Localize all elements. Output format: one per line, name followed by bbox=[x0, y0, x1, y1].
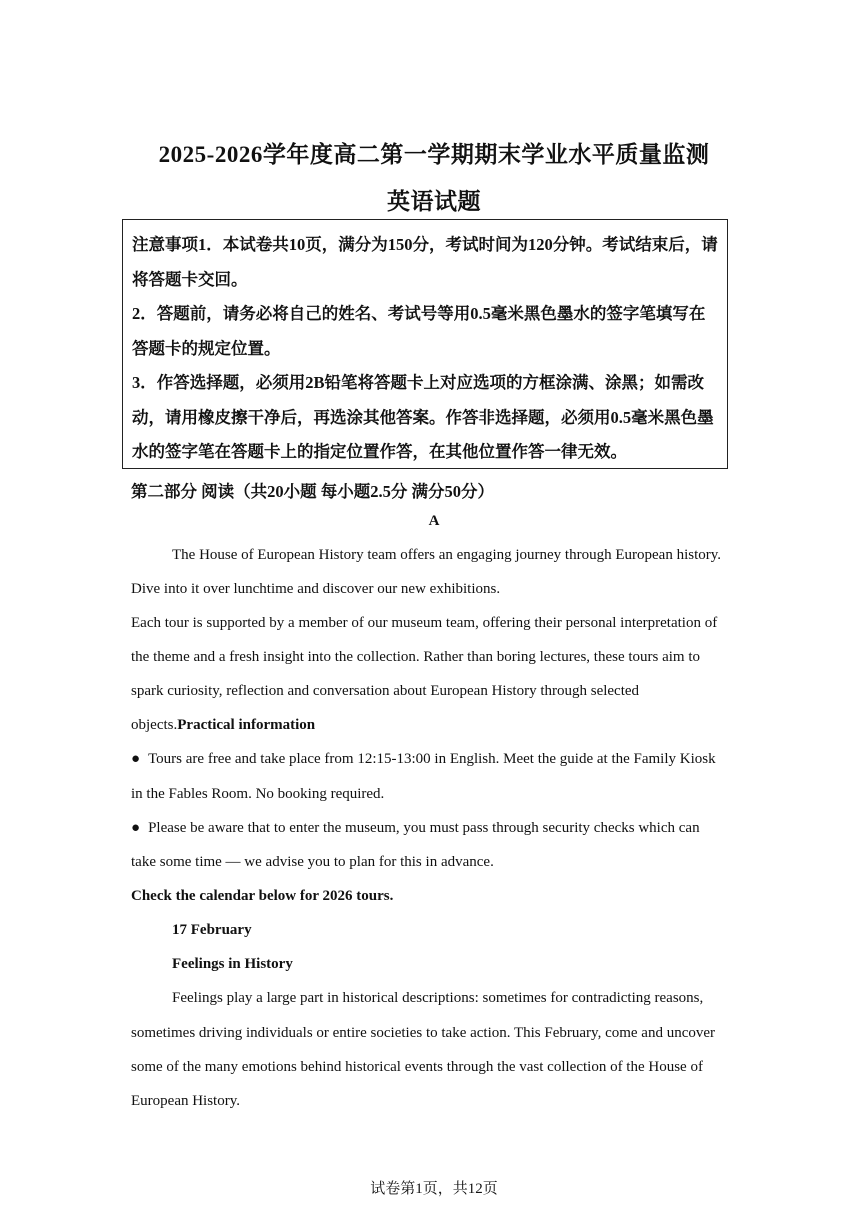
bullet-continuation: in the Fables Room. No booking required. bbox=[131, 786, 385, 802]
passage-line: Dive into it over lunchtime and discover our new exhibitions. bbox=[131, 581, 501, 597]
exam-subtitle: 英语试题 bbox=[387, 189, 481, 214]
instructions-box bbox=[122, 219, 728, 469]
tour-line: Feelings play a large part in historical descriptions: sometimes for contradicting reasons, bbox=[172, 990, 704, 1006]
passage-line: Each tour is supported by a member of our museum team, offering their personal interpretation of bbox=[131, 615, 718, 631]
tour-line: European History. bbox=[131, 1093, 240, 1109]
bullet-icon: ● bbox=[131, 820, 141, 836]
bullet-icon: ● bbox=[131, 751, 141, 767]
passage-line: the theme and a fresh insight into the collection. Rather than boring lectures, these tours aim to bbox=[131, 649, 701, 665]
bullet-continuation: take some time — we advise you to plan for this in advance. bbox=[131, 854, 494, 870]
calendar-note: Check the calendar below for 2026 tours. bbox=[131, 888, 394, 904]
passage-letter: A bbox=[428, 513, 440, 529]
passage-line: The House of European History team offers an engaging journey through European history. bbox=[172, 547, 722, 563]
tour-date: 17 February bbox=[172, 922, 252, 938]
tour-line: some of the many emotions behind historical events through the vast collection of the House of bbox=[131, 1059, 703, 1075]
bullet-item bbox=[131, 751, 716, 768]
instruction-item-1: 注意事项1．本试卷共10页，满分为150分，考试时间为120分钟。考试结束后，请将答题卡交回。 bbox=[132, 235, 718, 289]
passage-line bbox=[131, 717, 315, 734]
passage-line-end: objects. bbox=[131, 717, 178, 733]
bullet-text: Tours are free and take place from 12:15-13:00 in English. Meet the guide at the Family Kiosk bbox=[148, 751, 716, 767]
exam-title: 2025-2026学年度高二第一学期期末学业水平质量监测 bbox=[158, 142, 710, 167]
tour-line: sometimes driving individuals or entire societies to take action. This February, come and uncover bbox=[131, 1025, 716, 1041]
page-footer: 试卷第1页，共12页 bbox=[370, 1181, 498, 1197]
practical-info-heading: Practical information bbox=[177, 717, 316, 733]
tour-title: Feelings in History bbox=[172, 956, 293, 972]
instruction-item-2: 2．答题前，请务必将自己的姓名、考试号等用0.5毫米黑色墨水的签字笔填写在答题卡的规定位置。 bbox=[132, 304, 706, 358]
section-heading: 第二部分 阅读（共20小题 每小题2.5分 满分50分） bbox=[131, 482, 494, 501]
bullet-text: Please be aware that to enter the museum, you must pass through security checks which can bbox=[148, 820, 700, 836]
instruction-item-3: 3．作答选择题，必须用2B铅笔将答题卡上对应选项的方框涂满、涂黑；如需改动，请用橡皮擦干净后，再选涂其他答案。作答非选择题，必须用0.5毫米黑色墨水的签字笔在答题卡上的指定位置作答，在其他位置作答一律无效。 bbox=[132, 373, 714, 461]
passage-line: spark curiosity, reflection and conversation about European History through selected bbox=[131, 683, 640, 699]
bullet-item bbox=[131, 820, 700, 837]
